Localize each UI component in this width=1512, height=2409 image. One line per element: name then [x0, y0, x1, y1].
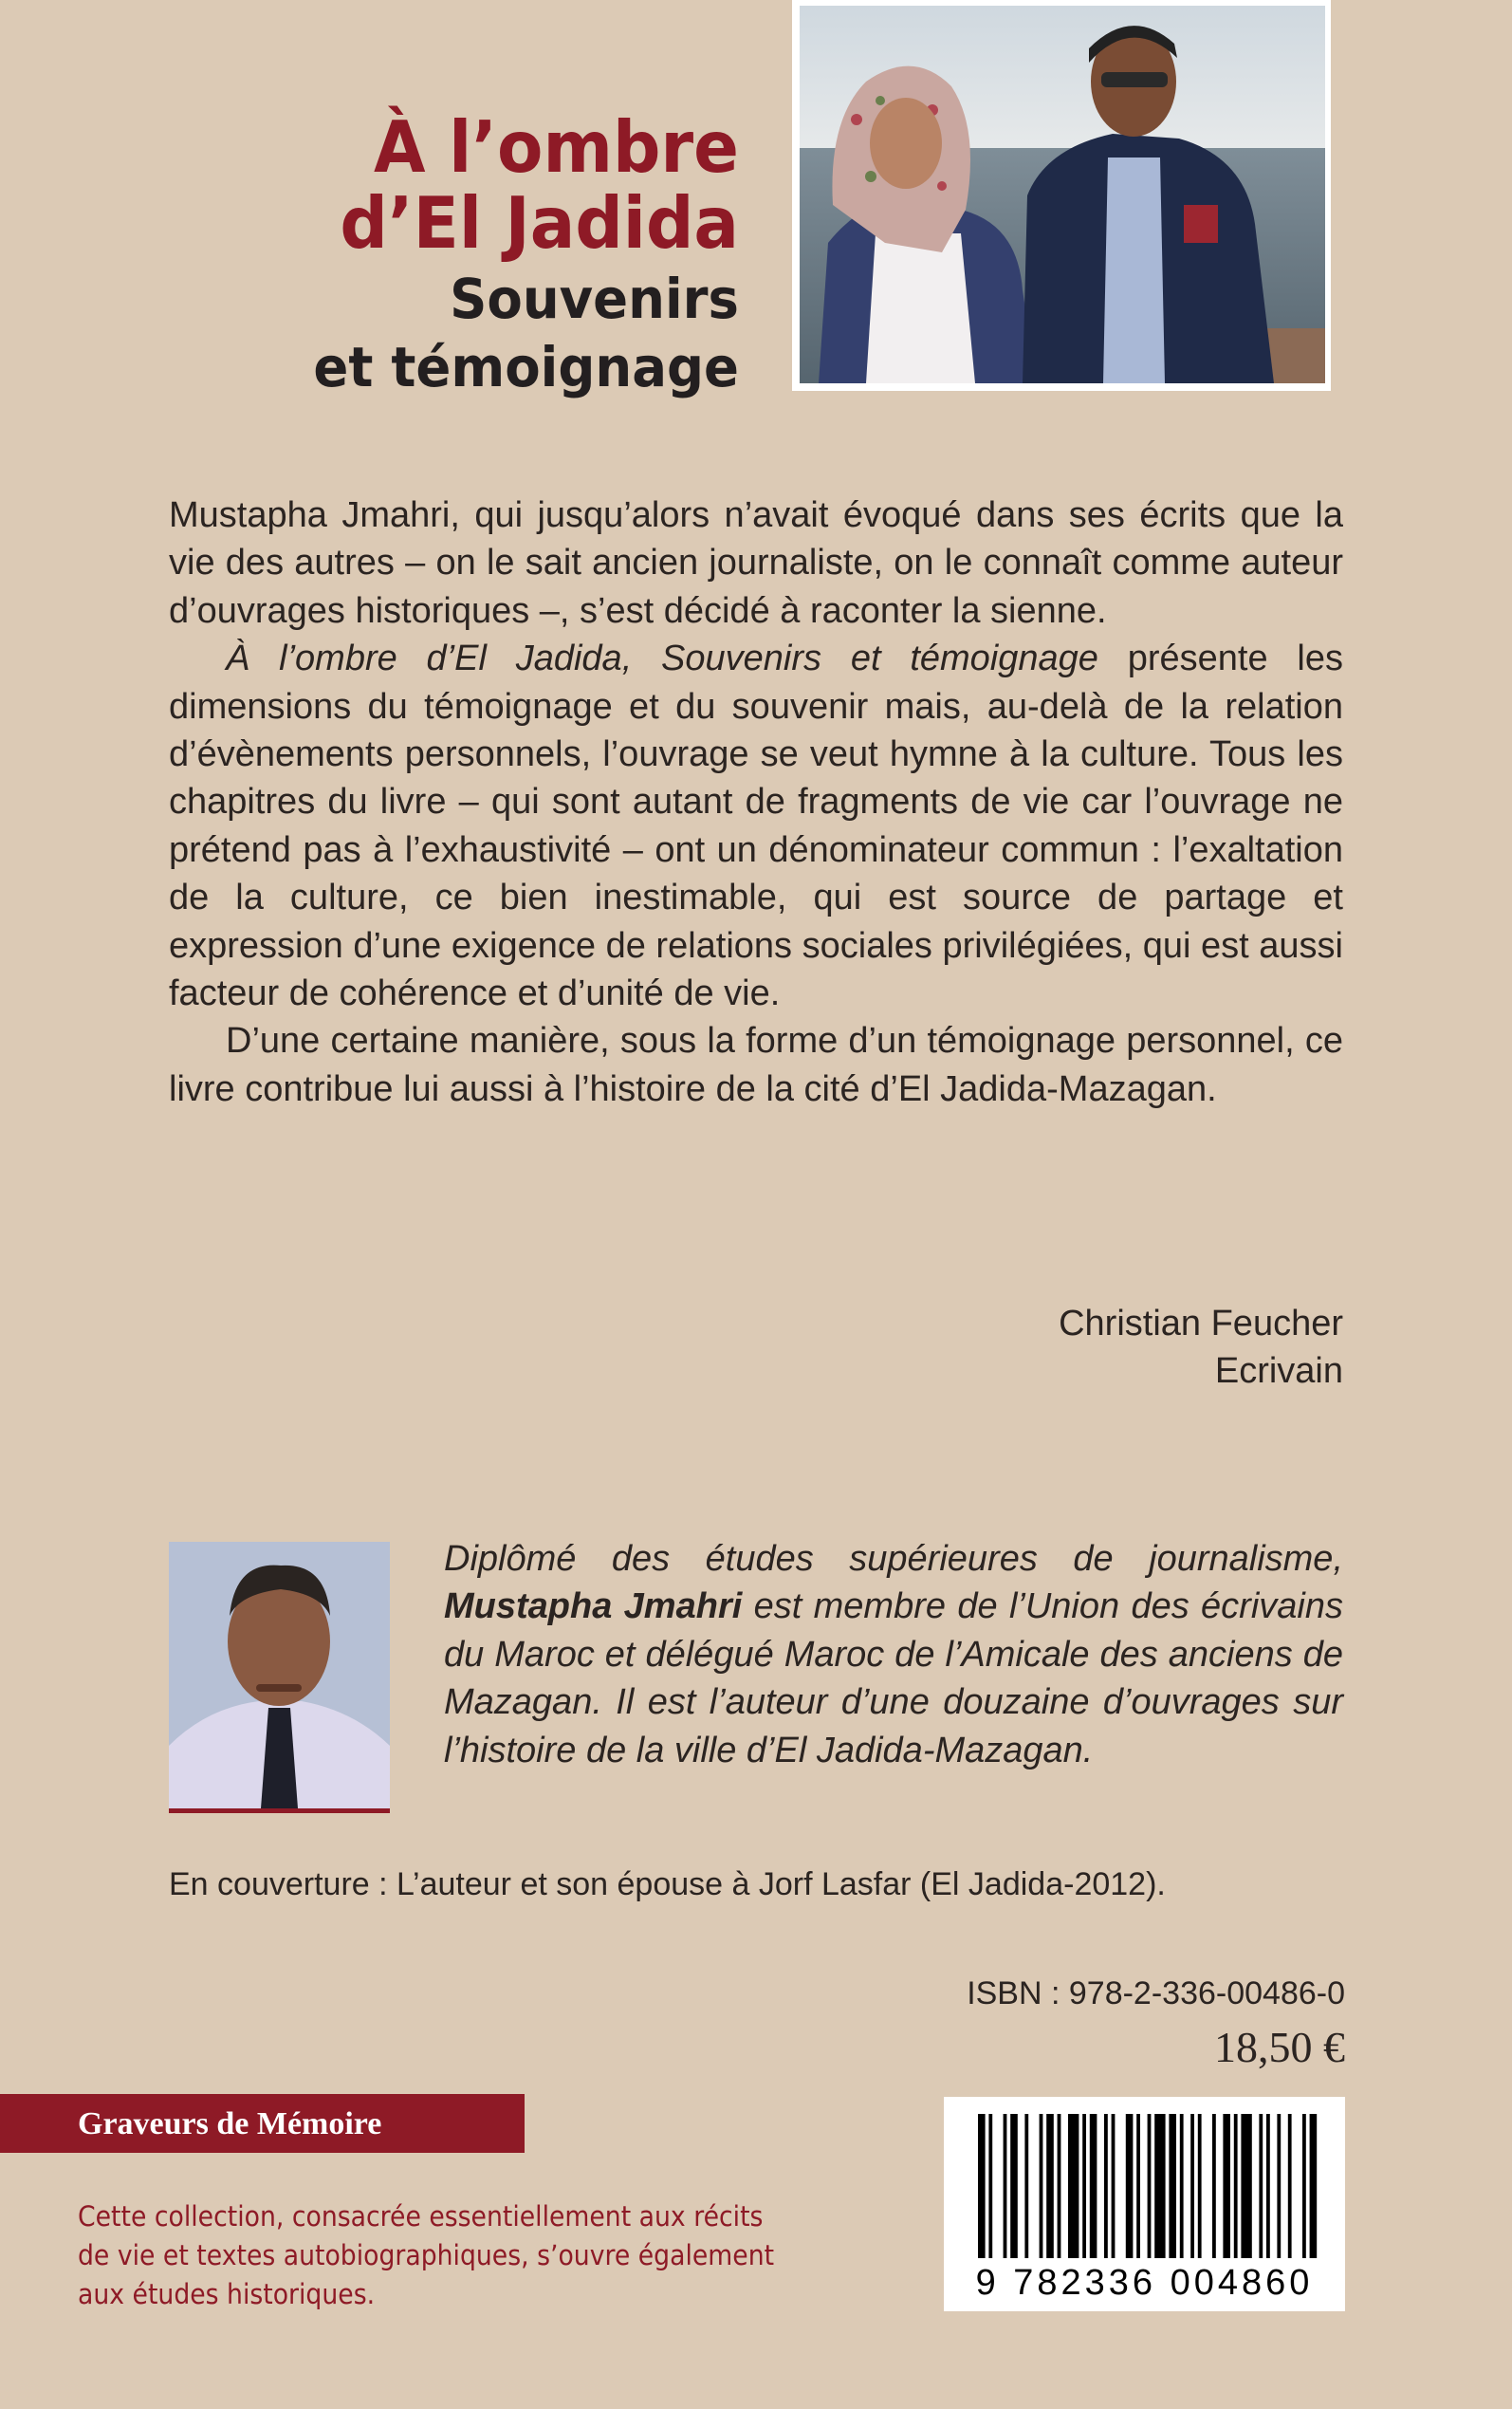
signature-role: Ecrivain: [1214, 1351, 1343, 1391]
book-title-block: [208, 105, 739, 401]
blurb-paragraph-1: Mustapha Jmahri, qui jusqu’alors n’avait évoqué dans ses écrits que la vie des autres – on le sait ancien journaliste, on le connaît comme auteur d’ouvrages historiques –, s’est décidé à raconter la sienne.: [169, 495, 1343, 631]
collection-name: Graveurs de Mémoire: [78, 2106, 382, 2141]
barcode-bar: [1190, 2114, 1194, 2258]
barcode-bar: [978, 2114, 986, 2258]
subtitle-line-2: et témoignage: [313, 335, 739, 399]
book-title-italic: À l’ombre d’El Jadida, Souvenirs et témoignage: [226, 639, 1098, 679]
cover-photo: [792, 0, 1331, 391]
barcode-bar: [1058, 2114, 1061, 2258]
barcode-bar: [1223, 2114, 1230, 2258]
author-bio-start: Diplômé des études supérieures de journalisme,: [444, 1539, 1343, 1579]
cover-credit: En couverture : L’auteur et son épouse à Jorf Lasfar (El Jadida-2012).: [169, 1866, 1166, 1902]
barcode-bar: [1046, 2114, 1054, 2258]
barcode-bar: [1148, 2114, 1152, 2258]
author-photo: [169, 1542, 390, 1813]
barcode-bar: [1288, 2114, 1292, 2258]
isbn: ISBN : 978-2-336-00486-0: [967, 1975, 1345, 2011]
collection-desc-line-3: aux études historiques.: [78, 2278, 376, 2310]
couple-photo-icon: [800, 6, 1325, 383]
price: 18,50 €: [1214, 2023, 1345, 2071]
barcode-bar: [1090, 2114, 1097, 2258]
barcode-bar: [1010, 2114, 1018, 2258]
author-portrait-icon: [169, 1542, 390, 1808]
blurb-paragraph-2: [169, 635, 1343, 1017]
title-line-2: d’El Jadida: [340, 181, 739, 265]
barcode-bar: [1212, 2114, 1216, 2258]
barcode-bar: [1112, 2114, 1116, 2258]
signature-name: Christian Feucher: [1059, 1304, 1343, 1343]
barcode-bar: [1136, 2114, 1140, 2258]
barcode-bar: [988, 2114, 992, 2258]
author-name: Mustapha Jmahri: [444, 1586, 743, 1627]
barcode-bar: [1277, 2114, 1281, 2258]
barcode-bar: [1154, 2114, 1165, 2258]
barcode-bar: [1302, 2114, 1306, 2258]
barcode-bar: [1241, 2114, 1251, 2258]
barcode-bar: [1104, 2114, 1108, 2258]
barcode-bar: [1024, 2114, 1028, 2258]
blurb-paragraph-3: D’une certaine manière, sous la forme d’un témoignage personnel, ce livre contribue lui aussi à l’histoire de la cité d’El Jadida-Mazagan.: [169, 1021, 1343, 1109]
barcode-bar: [1169, 2114, 1176, 2258]
barcode-bar: [1234, 2114, 1238, 2258]
blurb-signature: [1059, 1300, 1343, 1395]
back-cover-blurb: [169, 491, 1343, 1113]
author-bio-rest: est membre de l’Union des écrivains du Maroc et délégué Maroc de l’Amicale des anciens de Mazagan. Il est l’auteur d’une douzaine d’ouvrages sur l’histoire de la ville d’El Jadida-Mazagan.: [444, 1586, 1343, 1770]
barcode-digits: 9 782336 004860: [975, 2263, 1314, 2303]
barcode-bar: [1082, 2114, 1086, 2258]
barcode-bar: [1198, 2114, 1202, 2258]
collection-desc-line-2: de vie et textes autobiographiques, s’ouvre également: [78, 2239, 775, 2271]
collection-banner: [0, 2094, 525, 2153]
subtitle-line-1: Souvenirs: [450, 267, 739, 331]
title-line-1: À l’ombre: [373, 105, 739, 189]
barcode-bar: [1259, 2114, 1263, 2258]
barcode-bar: [1004, 2114, 1007, 2258]
barcode-bar: [1068, 2114, 1079, 2258]
barcode-bar: [1040, 2114, 1043, 2258]
barcode-bar: [1266, 2114, 1270, 2258]
collection-desc-line-1: Cette collection, consacrée essentiellement aux récits: [78, 2200, 764, 2233]
barcode-bars-icon: [944, 2097, 1345, 2268]
barcode-bar: [1126, 2114, 1134, 2258]
collection-description: [78, 2197, 775, 2314]
barcode-bar: [1180, 2114, 1184, 2258]
barcode-bar: [1310, 2114, 1318, 2258]
author-bio: [444, 1535, 1343, 1774]
barcode: [944, 2097, 1345, 2311]
blurb-paragraph-2-text: présente les dimensions du témoignage et du souvenir mais, au-delà de la relation d’évènements personnels, l’ouvrage se veut hymne à la culture. Tous les chapitres du livre – qui sont autant de fragments de vie car l’ouvrage ne prétend pas à l’exhaustivité – ont un dénominateur commun : l’exaltation de la culture, ce bien inestimable, qui est source de partage et expression d’une exigence de relations sociales privilégiées, qui est aussi facteur de cohérence et d’unité de vie.: [169, 639, 1343, 1014]
